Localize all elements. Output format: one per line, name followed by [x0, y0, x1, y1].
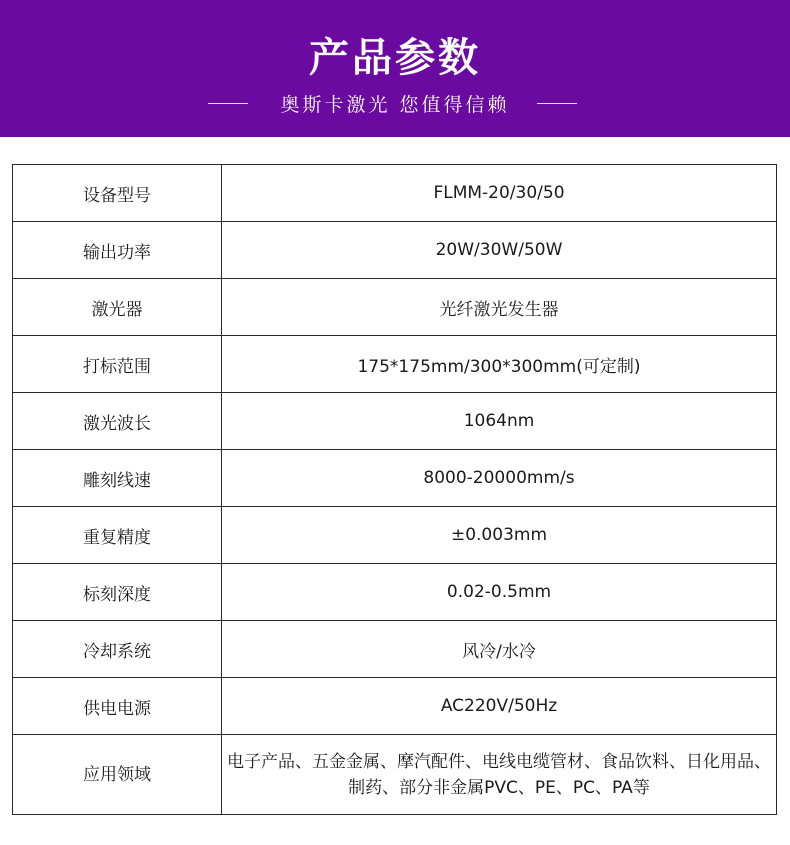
spec-label: 输出功率: [13, 222, 222, 279]
spec-label: 重复精度: [13, 507, 222, 564]
spec-value: AC220V/50Hz: [222, 678, 777, 735]
spec-table: [12, 164, 777, 815]
table-row: [13, 393, 777, 450]
spec-value: 0.02-0.5mm: [222, 564, 777, 621]
spec-label: 标刻深度: [13, 564, 222, 621]
spec-value: 光纤激光发生器: [222, 279, 777, 336]
page-subtitle: 奥斯卡激光 您值得信赖: [280, 94, 510, 116]
spec-value: 1064nm: [222, 393, 777, 450]
table-row: [13, 279, 777, 336]
table-row: [13, 336, 777, 393]
table-row: [13, 678, 777, 735]
spec-label: 设备型号: [13, 165, 222, 222]
spec-value: 风冷/水冷: [222, 621, 777, 678]
table-row: [13, 564, 777, 621]
spec-label: 供电电源: [13, 678, 222, 735]
spec-label: 激光器: [13, 279, 222, 336]
table-row: [13, 621, 777, 678]
spec-label: 冷却系统: [13, 621, 222, 678]
spec-value: FLMM-20/30/50: [222, 165, 777, 222]
spec-value: ±0.003mm: [222, 507, 777, 564]
table-row: [13, 507, 777, 564]
spec-label: 激光波长: [13, 393, 222, 450]
table-row: [13, 450, 777, 507]
header-banner: [0, 0, 790, 137]
table-row: [13, 735, 777, 815]
spec-label: 应用领域: [13, 735, 222, 815]
subtitle-rule-right: [537, 103, 577, 104]
spec-label: 打标范围: [13, 336, 222, 393]
spec-value: 电子产品、五金金属、摩汽配件、电线电缆管材、食品饮料、日化用品、制药、部分非金属PVC、PE、PC、PA等: [222, 735, 777, 815]
table-row: [13, 222, 777, 279]
spec-label: 雕刻线速: [13, 450, 222, 507]
spec-value: 175*175mm/300*300mm(可定制): [222, 336, 777, 393]
page-title: 产品参数: [309, 35, 481, 81]
spec-value: 8000-20000mm/s: [222, 450, 777, 507]
table-row: [13, 165, 777, 222]
spec-value: 20W/30W/50W: [222, 222, 777, 279]
